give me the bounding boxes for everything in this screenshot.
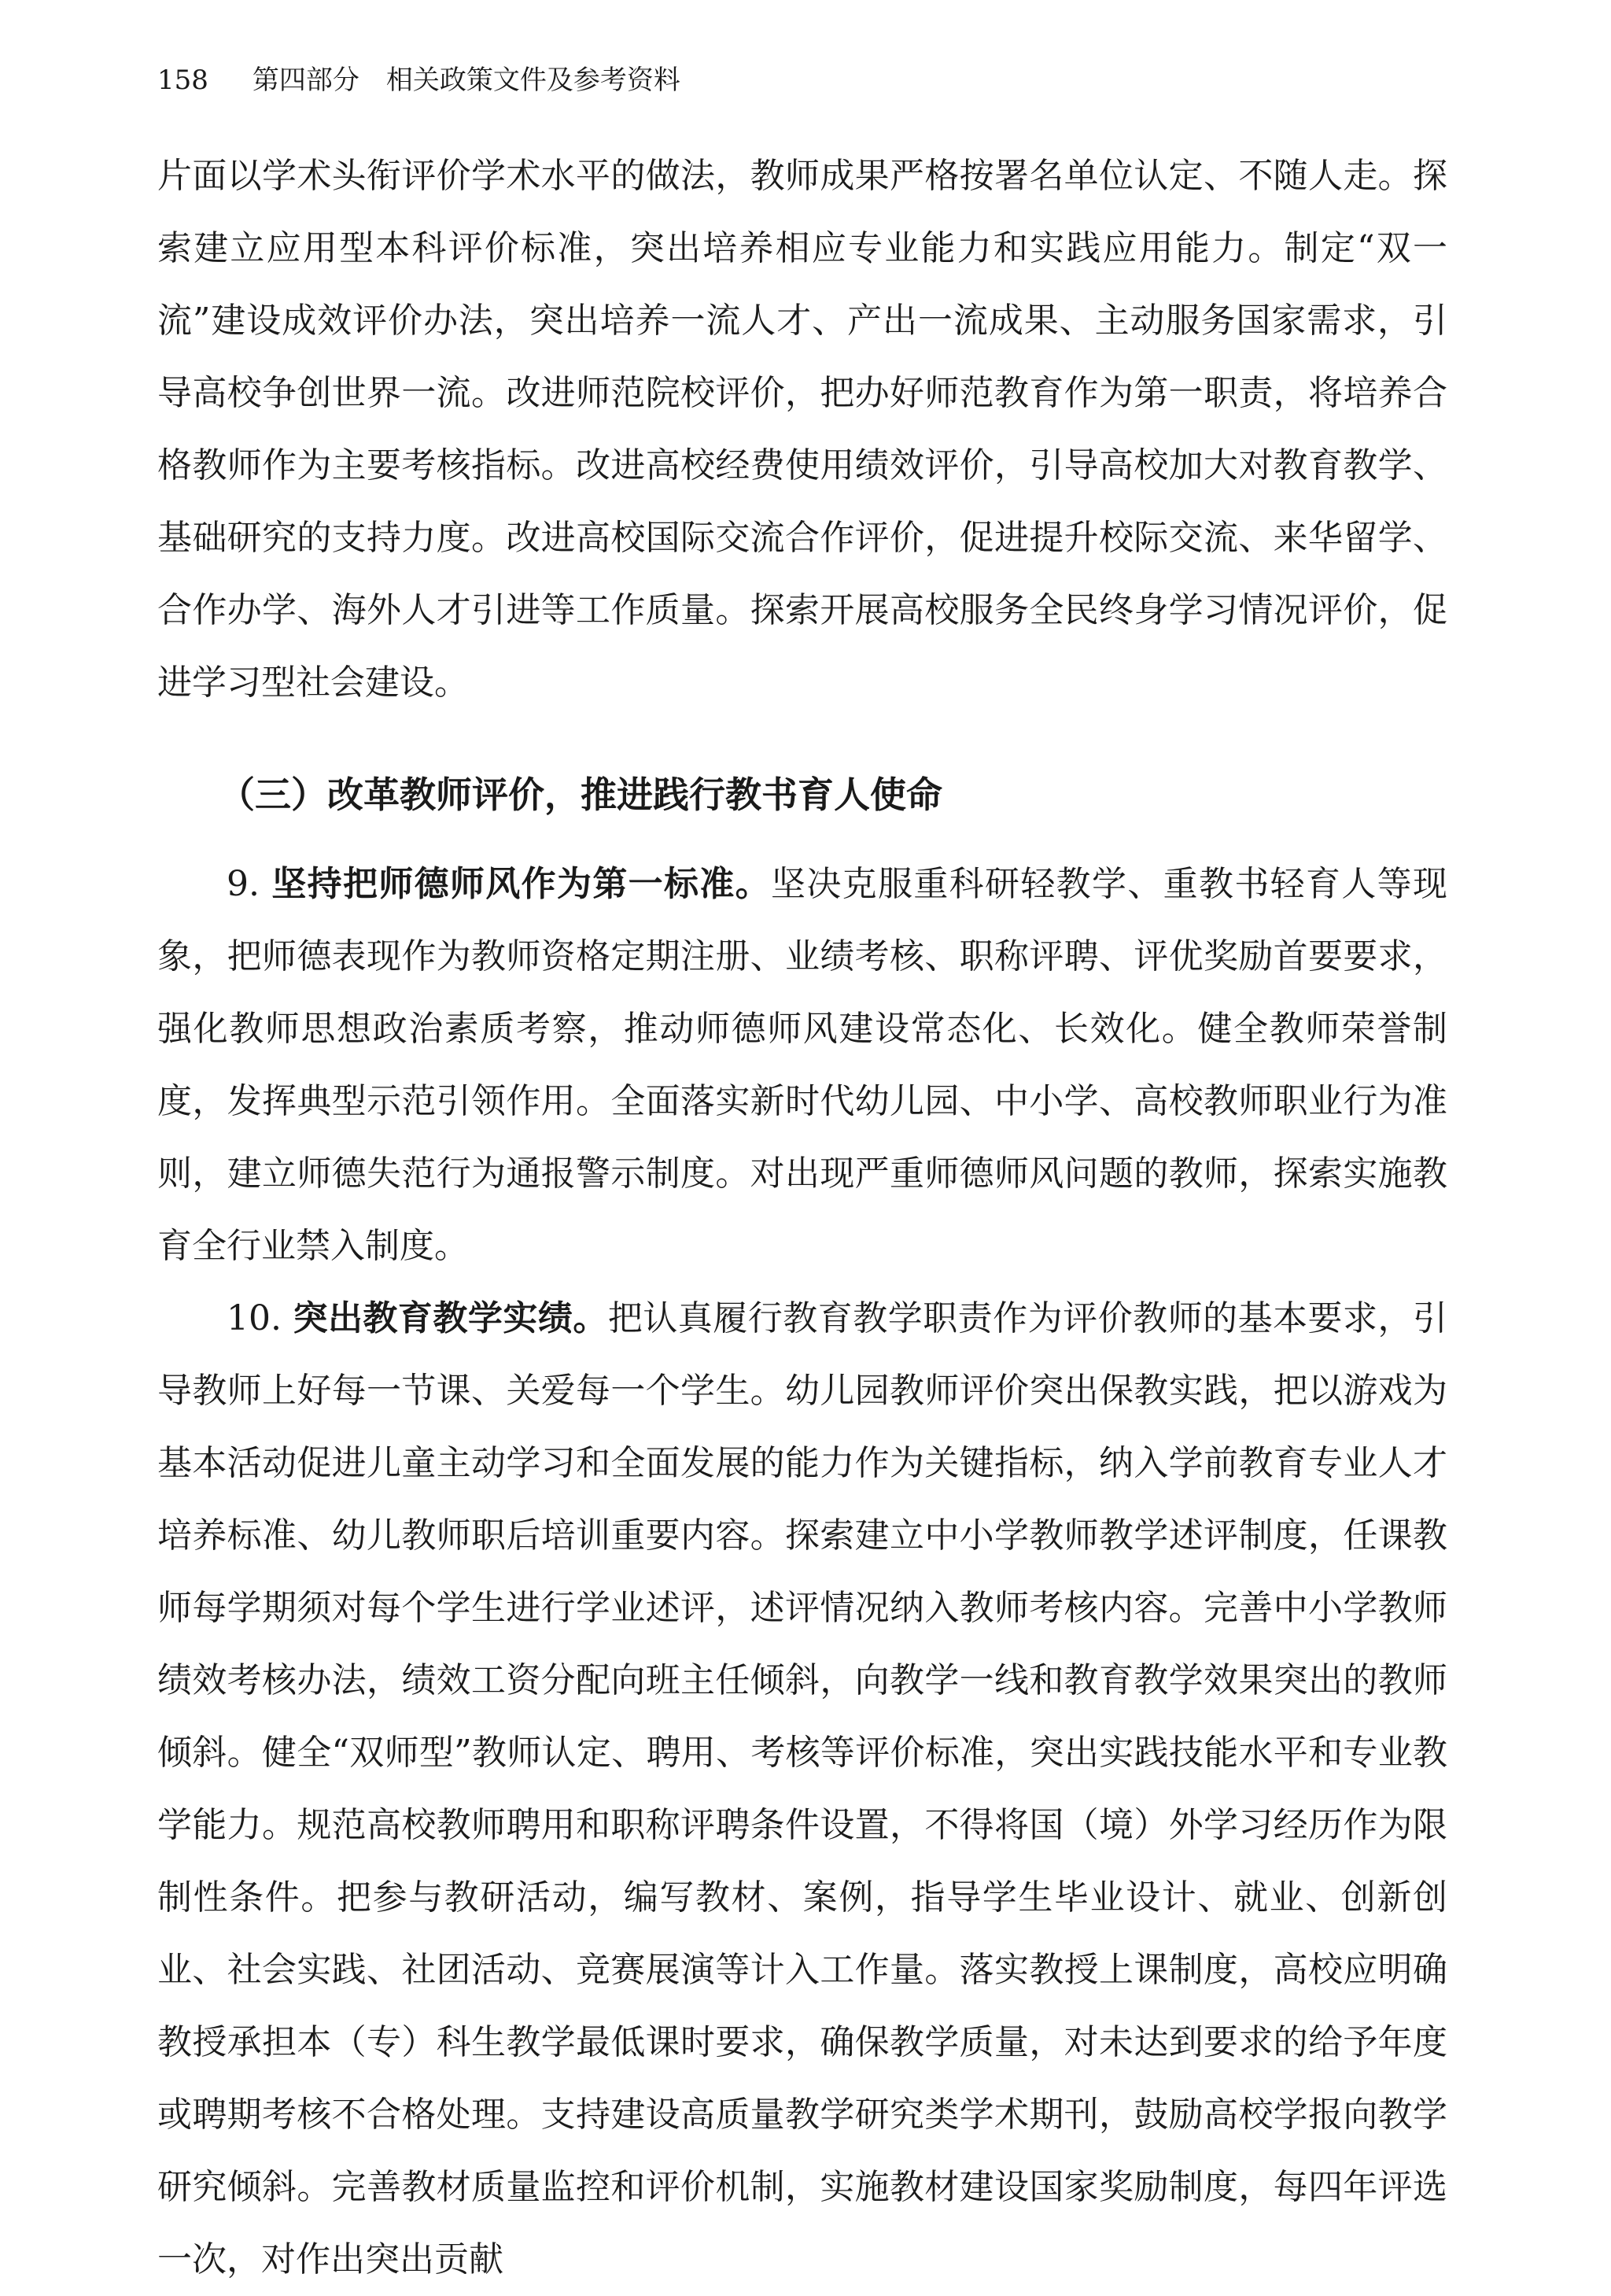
body-text [157,140,1447,2296]
item-number: 10. [227,1298,293,1338]
paragraph-item-10 [157,1283,1447,2296]
item-lead: 坚持把师德师风作为第一标准。 [271,864,771,904]
running-title: 第四部分 相关政策文件及参考资料 [252,65,680,96]
paragraph-item-9 [157,848,1447,1283]
paragraph-continued: 片面以学术头衔评价学术水平的做法，教师成果严格按署名单位认定、不随人走。探索建立应用型本科评价标准，突出培养相应专业能力和实践应用能力。制定“双一流”建设成效评价办法，突出培养一流人才、产出一流成果、主动服务国家需求，引导高校争创世界一流。改进师范院校评价，把办好师范教育作为第一职责，将培养合格教师作为主要考核指标。改进高校经费使用绩效评价，引导高校加大对教育教学、基础研究的支持力度。改进高校国际交流合作评价，促进提升校际交流、来华留学、合作办学、海外人才引进等工作质量。探索开展高校服务全民终身学习情况评价，促进学习型社会建设。 [157,156,1447,703]
item-text: 把认真履行教育教学职责作为评价教师的基本要求，引导教师上好每一节课、关爱每一个学生。幼儿园教师评价突出保教实践，把以游戏为基本活动促进儿童主动学习和全面发展的能力作为关键指标，纳入学前教育专业人才培养标准、幼儿教师职后培训重要内容。探索建立中小学教师教学述评制度，任课教师每学期须对每个学生进行学业述评，述评情况纳入教师考核内容。完善中小学教师绩效考核办法，绩效工资分配向班主任倾斜，向教学一线和教育教学效果突出的教师倾斜。健全“双师型”教师认定、聘用、考核等评价标准，突出实践技能水平和专业教学能力。规范高校教师聘用和职称评聘条件设置，不得将国（境）外学习经历作为限制性条件。把参与教研活动，编写教材、案例，指导学生毕业设计、就业、创新创业、社会实践、社团活动、竞赛展演等计入工作量。落实教授上课制度，高校应明确教授承担本（专）科生教学最低课时要求，确保教学质量，对未达到要求的给予年度或聘期考核不合格处理。支持建设高质量教学研究类学术期刊，鼓励高校学报向教学研究倾斜。完善教材质量监控和评价机制，实施教材建设国家奖励制度，每四年评选一次，对作出突出贡献 [157,1298,1447,2279]
item-lead: 突出教育教学实绩。 [293,1298,608,1338]
item-number: 9. [227,864,272,904]
item-text: 坚决克服重科研轻教学、重教书轻育人等现象，把师德表现作为教师资格定期注册、业绩考核、职称评聘、评优奖励首要要求，强化教师思想政治素质考察，推动师德师风建设常态化、长效化。健全教师荣誉制度，发挥典型示范引领作用。全面落实新时代幼儿园、中小学、高校教师职业行为准则，建立师德失范行为通报警示制度。对出现严重师德师风问题的教师，探索实施教育全行业禁入制度。 [157,864,1448,1266]
running-header [157,61,680,99]
page-number: 158 [157,65,208,96]
section-heading: （三）改革教师评价，推进践行教书育人使命 [219,773,942,816]
